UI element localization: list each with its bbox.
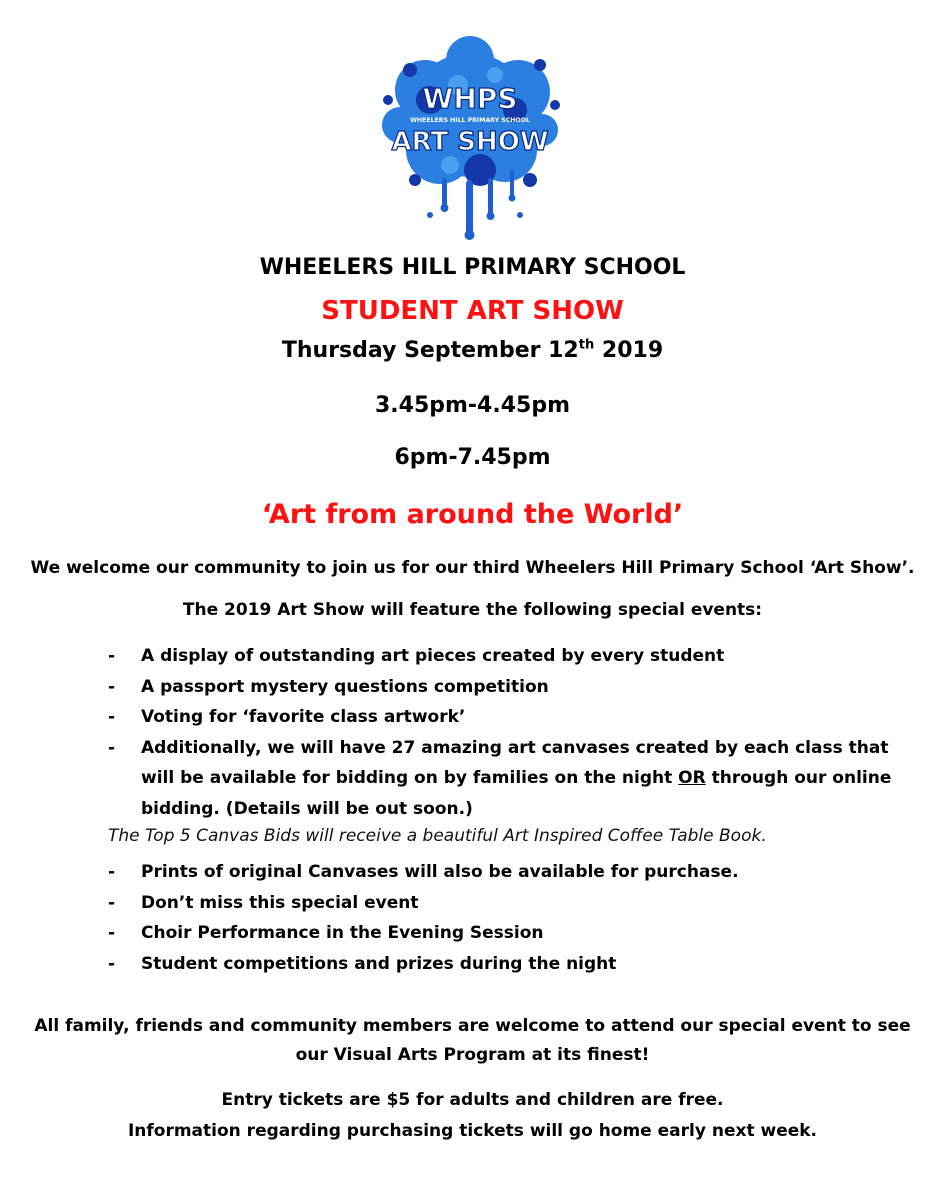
list-item-text bbox=[141, 738, 891, 819]
canvas-bidding-text: Additionally, we will have 27 amazing art canvases created by each class that will be available for bidding on by families on the night bbox=[141, 737, 889, 788]
events-list-continued bbox=[108, 857, 908, 979]
logo-text-school: WHEELERS HILL PRIMARY SCHOOL bbox=[410, 117, 530, 124]
or-emphasis: OR bbox=[678, 768, 706, 788]
list-item bbox=[108, 949, 908, 980]
list-item-text: Student competitions and prizes during the night bbox=[141, 953, 617, 974]
logo-text-whps: WHPS bbox=[422, 82, 518, 115]
school-name: WHEELERS HILL PRIMARY SCHOOL bbox=[259, 255, 686, 280]
event-date bbox=[0, 338, 945, 363]
bullet-dash: - bbox=[108, 862, 116, 882]
list-item bbox=[108, 641, 908, 672]
list-item-text: A passport mystery questions competition bbox=[141, 676, 549, 697]
bullet-dash: - bbox=[108, 646, 116, 666]
bullet-dash: - bbox=[108, 707, 116, 727]
welcome-paragraph: We welcome our community to join us for our third Wheelers Hill Primary School ‘Art Show’. bbox=[30, 558, 915, 578]
online-bidding-text: through our online bidding. (Details will be out soon.) bbox=[141, 768, 892, 819]
theme-title: ‘Art from around the World’ bbox=[261, 499, 684, 530]
art-show-logo bbox=[370, 30, 570, 245]
list-item-text: A display of outstanding art pieces created by every student bbox=[141, 646, 725, 666]
feature-intro: The 2019 Art Show will feature the following special events: bbox=[182, 600, 763, 620]
logo-text-art-show: ART SHOW bbox=[391, 127, 549, 157]
bullet-dash: - bbox=[108, 737, 116, 758]
bullet-dash: - bbox=[108, 953, 116, 974]
date-year: 2019 bbox=[594, 338, 664, 363]
bullet-dash: - bbox=[108, 923, 116, 943]
list-item-text: Prints of original Canvases will also be available for purchase. bbox=[141, 862, 739, 882]
date-text: Thursday September 12 bbox=[281, 338, 579, 363]
list-item bbox=[108, 672, 908, 703]
date-ordinal: th bbox=[578, 337, 595, 353]
closing-paragraph bbox=[0, 1012, 945, 1070]
evening-session-time: 6pm-7.45pm bbox=[394, 445, 551, 470]
list-item bbox=[108, 733, 908, 825]
event-title: STUDENT ART SHOW bbox=[321, 296, 624, 326]
events-list bbox=[108, 641, 908, 824]
list-item bbox=[108, 918, 908, 949]
paint-splash-icon bbox=[370, 30, 570, 245]
ticket-purchase-info: Information regarding purchasing tickets will go home early next week. bbox=[127, 1121, 818, 1141]
closing-line-2: our Visual Arts Program at its finest! bbox=[295, 1045, 650, 1065]
bullet-dash: - bbox=[108, 892, 116, 913]
list-item-text: Choir Performance in the Evening Session bbox=[141, 923, 544, 943]
list-item bbox=[108, 702, 908, 733]
list-item-text: Don’t miss this special event bbox=[141, 892, 419, 913]
ticket-info bbox=[0, 1085, 945, 1147]
ticket-price: Entry tickets are $5 for adults and children are free. bbox=[221, 1090, 724, 1110]
closing-line-1: All family, friends and community members are welcome to attend our special event to see bbox=[34, 1016, 911, 1036]
list-item bbox=[108, 888, 908, 919]
list-item-text: Voting for ‘favorite class artwork’ bbox=[141, 707, 466, 727]
bullet-dash: - bbox=[108, 676, 116, 697]
canvas-bids-note: The Top 5 Canvas Bids will receive a beautiful Art Inspired Coffee Table Book. bbox=[108, 826, 767, 846]
afternoon-session-time: 3.45pm-4.45pm bbox=[374, 393, 571, 418]
list-item bbox=[108, 857, 908, 888]
